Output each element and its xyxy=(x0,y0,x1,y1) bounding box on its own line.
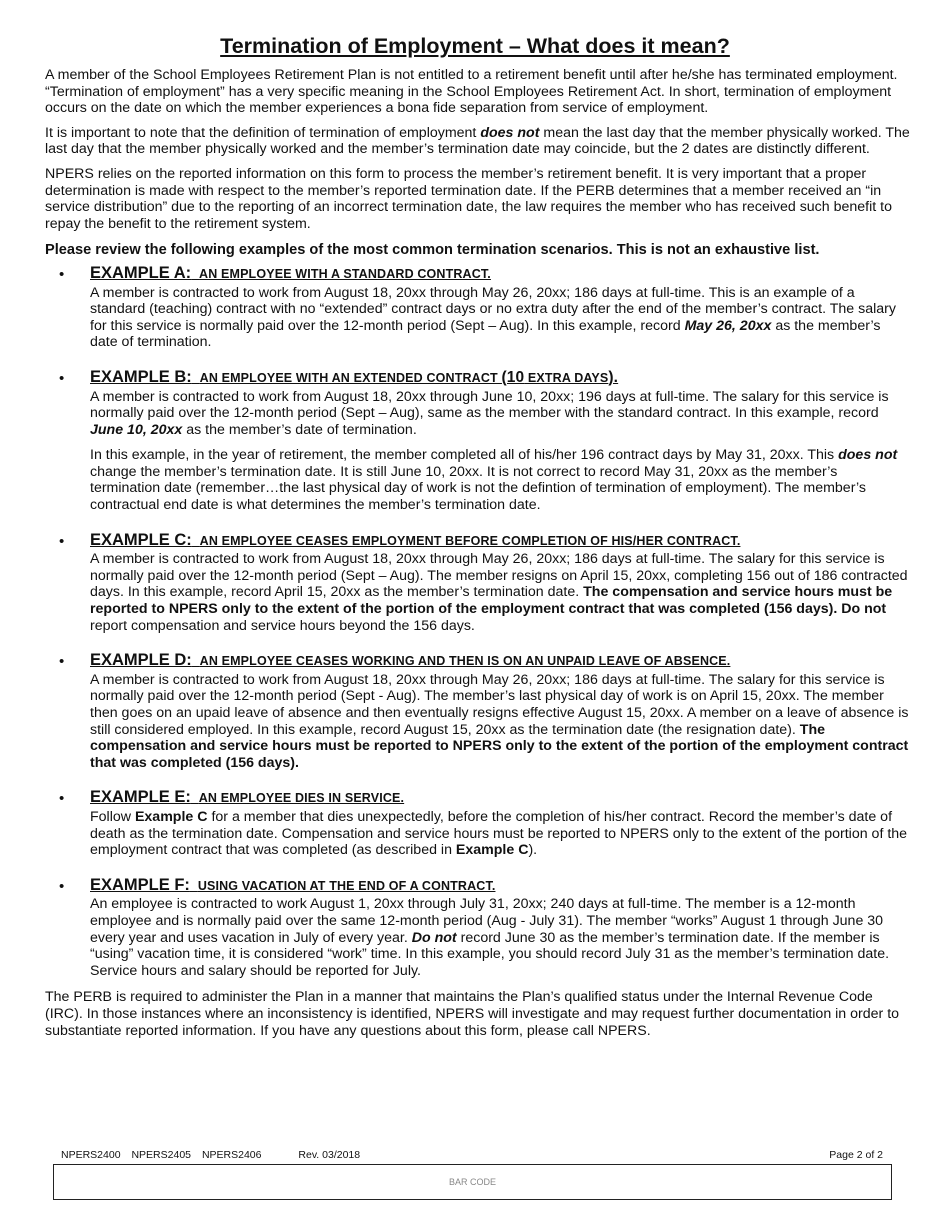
form-code: NPERS2400 xyxy=(61,1149,121,1161)
example-b-title: EXAMPLE B: AN EMPLOYEE WITH AN EXTENDED CONTRACT (10 EXTRA DAYS). xyxy=(90,367,619,386)
example-b-body: A member is contracted to work from August 18, 20xx through June 10, 20xx; 196 days at full-time. The salary for this service is normally paid over the 12-month period (Sept – Aug), same as the member with the standard contract. In this example, record June 10, 20xx as the member’s date of termination. In this example, in the year of retirement, the member completed all of his/her 196 contract days by May 31, 20xx. This does not change the member’s termination date. It is still June 10, 20xx. It is not correct to record May 31, 20xx as the member’s termination date (remember…the last physical day of work is not the defintion of termination of employment). The member’s contractual end date is what determines the member’s termination date. xyxy=(90,388,898,514)
example-f-title: EXAMPLE F: USING VACATION AT THE END OF A CONTRACT. xyxy=(90,875,496,894)
document-body xyxy=(45,67,910,1047)
examples-list xyxy=(45,265,910,979)
example-a-title: EXAMPLE A: AN EMPLOYEE WITH A STANDARD CONTRACT. xyxy=(90,263,491,282)
example-c-body: A member is contracted to work from August 18, 20xx through May 26, 20xx; 186 days at full-time. The salary for this service is normally paid over the 12-month period (Sept – Aug). The member resigns on April 15, 20xx, completing 156 out of 186 contracted days. In this example, record April 15, 20xx as the member’s termination date. The compensation and service hours must be reported to NPERS only to the extent of the portion of the employment contract that was completed (156 days). Do not report compensation and service hours beyond the 156 days. xyxy=(90,551,908,634)
intro-paragraph-1: A member of the School Employees Retirement Plan is not entitled to a retirement benefit until after he/she has terminated employment. “Termination of employment” has a very specific meaning in the School Employees Retirement Act. In short, termination of employment occurs on the date on which the member experiences a bona fide separation from service of employment. xyxy=(45,67,898,117)
example-d-body: A member is contracted to work from August 18, 20xx through May 26, 20xx; 186 days at full-time. The salary for this service is normally paid over the 12-month period (Sept - Aug). The member’s last physical day of work is on April 15, 20xx. The member then goes on an upaid leave of absence and then eventually resigns effective August 15, 20xx. A member on a leave of absence is still considered employed. In this example, record August 15, 20xx as the termination date (the resignation date). The compensation and service hours must be reported to NPERS only to the extent of the portion of the employment contract that was completed (156 days). xyxy=(90,671,909,771)
intro-paragraph-3: NPERS relies on the reported information on this form to process the member’s retirement benefit. It is very important that a proper determination is made with respect to the member’s reported termination date. If the PERB determines that a member received an “in service distribution” due to the reporting of an incorrect termination date, the law requires the member who has received such benefit to repay the benefit to the retirement system. xyxy=(45,165,892,232)
bullet-icon: • xyxy=(59,532,65,550)
bullet-icon: • xyxy=(59,790,65,808)
examples-lead: Please review the following examples of the most common termination scenarios. This is not an exhaustive list. xyxy=(45,242,820,259)
bullet-icon: • xyxy=(59,265,65,283)
example-e-title: EXAMPLE E: AN EMPLOYEE DIES IN SERVICE. xyxy=(90,788,405,807)
bullet-icon: • xyxy=(59,877,65,895)
example-a xyxy=(45,265,910,351)
revision-date: Rev. 03/2018 xyxy=(298,1149,361,1161)
intro-paragraph-2: It is important to note that the definition of termination of employment does not mean the last day that the member physically worked. The last day that the member physically worked and the member’s termination date may coincide, but the 2 dates are distinctly different. xyxy=(45,124,910,158)
page-number: Page 2 of 2 xyxy=(829,1149,883,1161)
example-f-body: An employee is contracted to work August 1, 20xx through July 31, 20xx; 240 days at full-time. The member is a 12-month employee and is normally paid over the same 12-month period (Aug - July 31). The member “works” August 1 through June 30 every year and uses vacation in July of every year. Do not record June 30 as the member’s termination date. If the member is “using” vacation time, it is considered “work” time. In this example, you should record July 31 as the member’s termination date. Service hours and salary should be reported for July. xyxy=(90,896,890,979)
example-d xyxy=(45,652,910,771)
example-c-title: EXAMPLE C: AN EMPLOYEE CEASES EMPLOYMENT BEFORE COMPLETION OF HIS/HER CONTRACT. xyxy=(90,530,741,549)
example-f xyxy=(45,877,910,980)
example-e xyxy=(45,789,910,858)
bullet-icon: • xyxy=(59,653,65,671)
example-a-body: A member is contracted to work from August 18, 20xx through May 26, 20xx; 186 days at full-time. This is an example of a standard (teaching) contract with no “extended” contract days or no extra duty after the end of the member’s contract. The salary for this service is normally paid over the 12-month period (Sept – Aug). In this example, record May 26, 20xx as the member’s date of termination. xyxy=(90,284,896,351)
footer-form-codes xyxy=(61,1147,368,1164)
barcode-box: BAR CODE xyxy=(53,1164,892,1200)
example-b xyxy=(45,369,910,514)
bullet-icon: • xyxy=(59,369,65,387)
example-e-body: Follow Example C for a member that dies unexpectedly, before the completion of his/her contract. Record the member’s date of death as the termination date. Compensation and service hours must be reported to NPERS only to the extent of the portion of the employment contract that was completed (as described in Example C). xyxy=(90,808,908,859)
form-code: NPERS2406 xyxy=(201,1149,262,1161)
example-c xyxy=(45,532,910,635)
page-title: Termination of Employment – What does it mean? xyxy=(220,34,730,58)
closing-paragraph: The PERB is required to administer the Plan in a manner that maintains the Plan’s qualified status under the Internal Revenue Code (IRC). In those instances where an inconsistency is identified, NPERS will investigate and may request further documentation in order to substantiate reported information. If you have any questions about this form, please call NPERS. xyxy=(45,989,900,1039)
example-d-title: EXAMPLE D: AN EMPLOYEE CEASES WORKING AND THEN IS ON AN UNPAID LEAVE OF ABSENCE. xyxy=(90,651,731,670)
form-code: NPERS2405 xyxy=(131,1149,192,1161)
